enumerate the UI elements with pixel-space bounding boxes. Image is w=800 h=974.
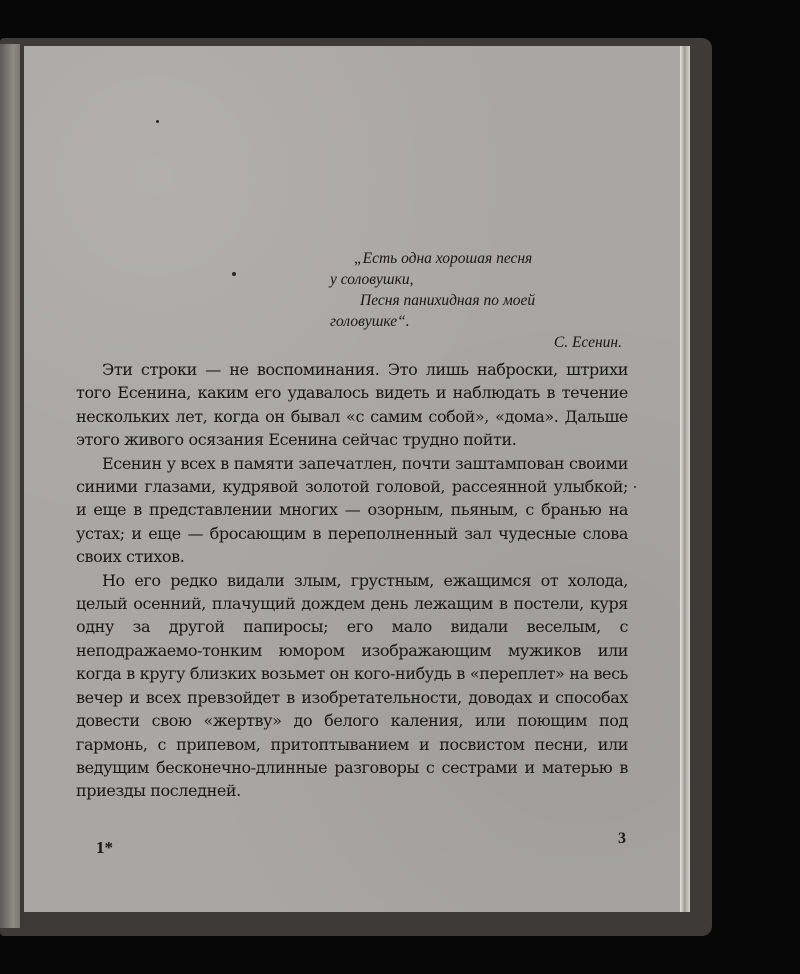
body-text [76, 358, 628, 803]
paper-speck [156, 120, 159, 123]
paragraph: Эти строки — не воспоминания. Это лишь наброски, штрихи того Есенина, каким его удавалось видеть и наблюдать в течение нескольких лет, когда он бывал «с самим собой», «дома». Дальше этого живого осязания Есенина сейчас трудно пойти. [76, 360, 628, 450]
left-page-edge [0, 44, 24, 928]
paper-speck [232, 272, 236, 276]
epigraph-line: „Есть одна хорошая песня [354, 250, 533, 267]
epigraph-line: головушке“. [330, 313, 410, 330]
signature-mark: 1* [96, 838, 113, 857]
paper-speck [634, 486, 636, 488]
epigraph-line: у соловушки, [330, 271, 414, 288]
epigraph [330, 248, 630, 353]
epigraph-author: С. Есенин. [553, 334, 622, 351]
book-page [24, 46, 680, 912]
paragraph: Но его редко видали злым, грустным, ежащимся от холода, целый осенний, плачущий дождем день лежащим в постели, куря одну за другой папиросы; его мало видали веселым, с неподражаемо-тонким юмором изображающим мужиков или когда в кругу близких возьмет он кого-нибудь в «переплет» на весь вечер и всех превзойдет в изобретательности, доводах и способах довести свою «жертву» до белого каления, или поющим под гармонь, с припевом, притоптыванием и посвистом песни, или ведущим бесконечно-длинные разговоры с сестрами и матерью в приезды последней. [76, 570, 628, 801]
epigraph-line: Песня панихидная по моей [360, 292, 536, 309]
page-number: 3 [618, 830, 626, 847]
paragraph: Есенин у всех в памяти запечатлен, почти заштампован своими синими глазами, кудрявой золотой головой, рассеянной улыбкой; и еще в представлении многих — озорным, пьяным, с бранью на устах; и еще — бросающим в переполненный зал чудесные слова своих стихов. [76, 453, 628, 567]
